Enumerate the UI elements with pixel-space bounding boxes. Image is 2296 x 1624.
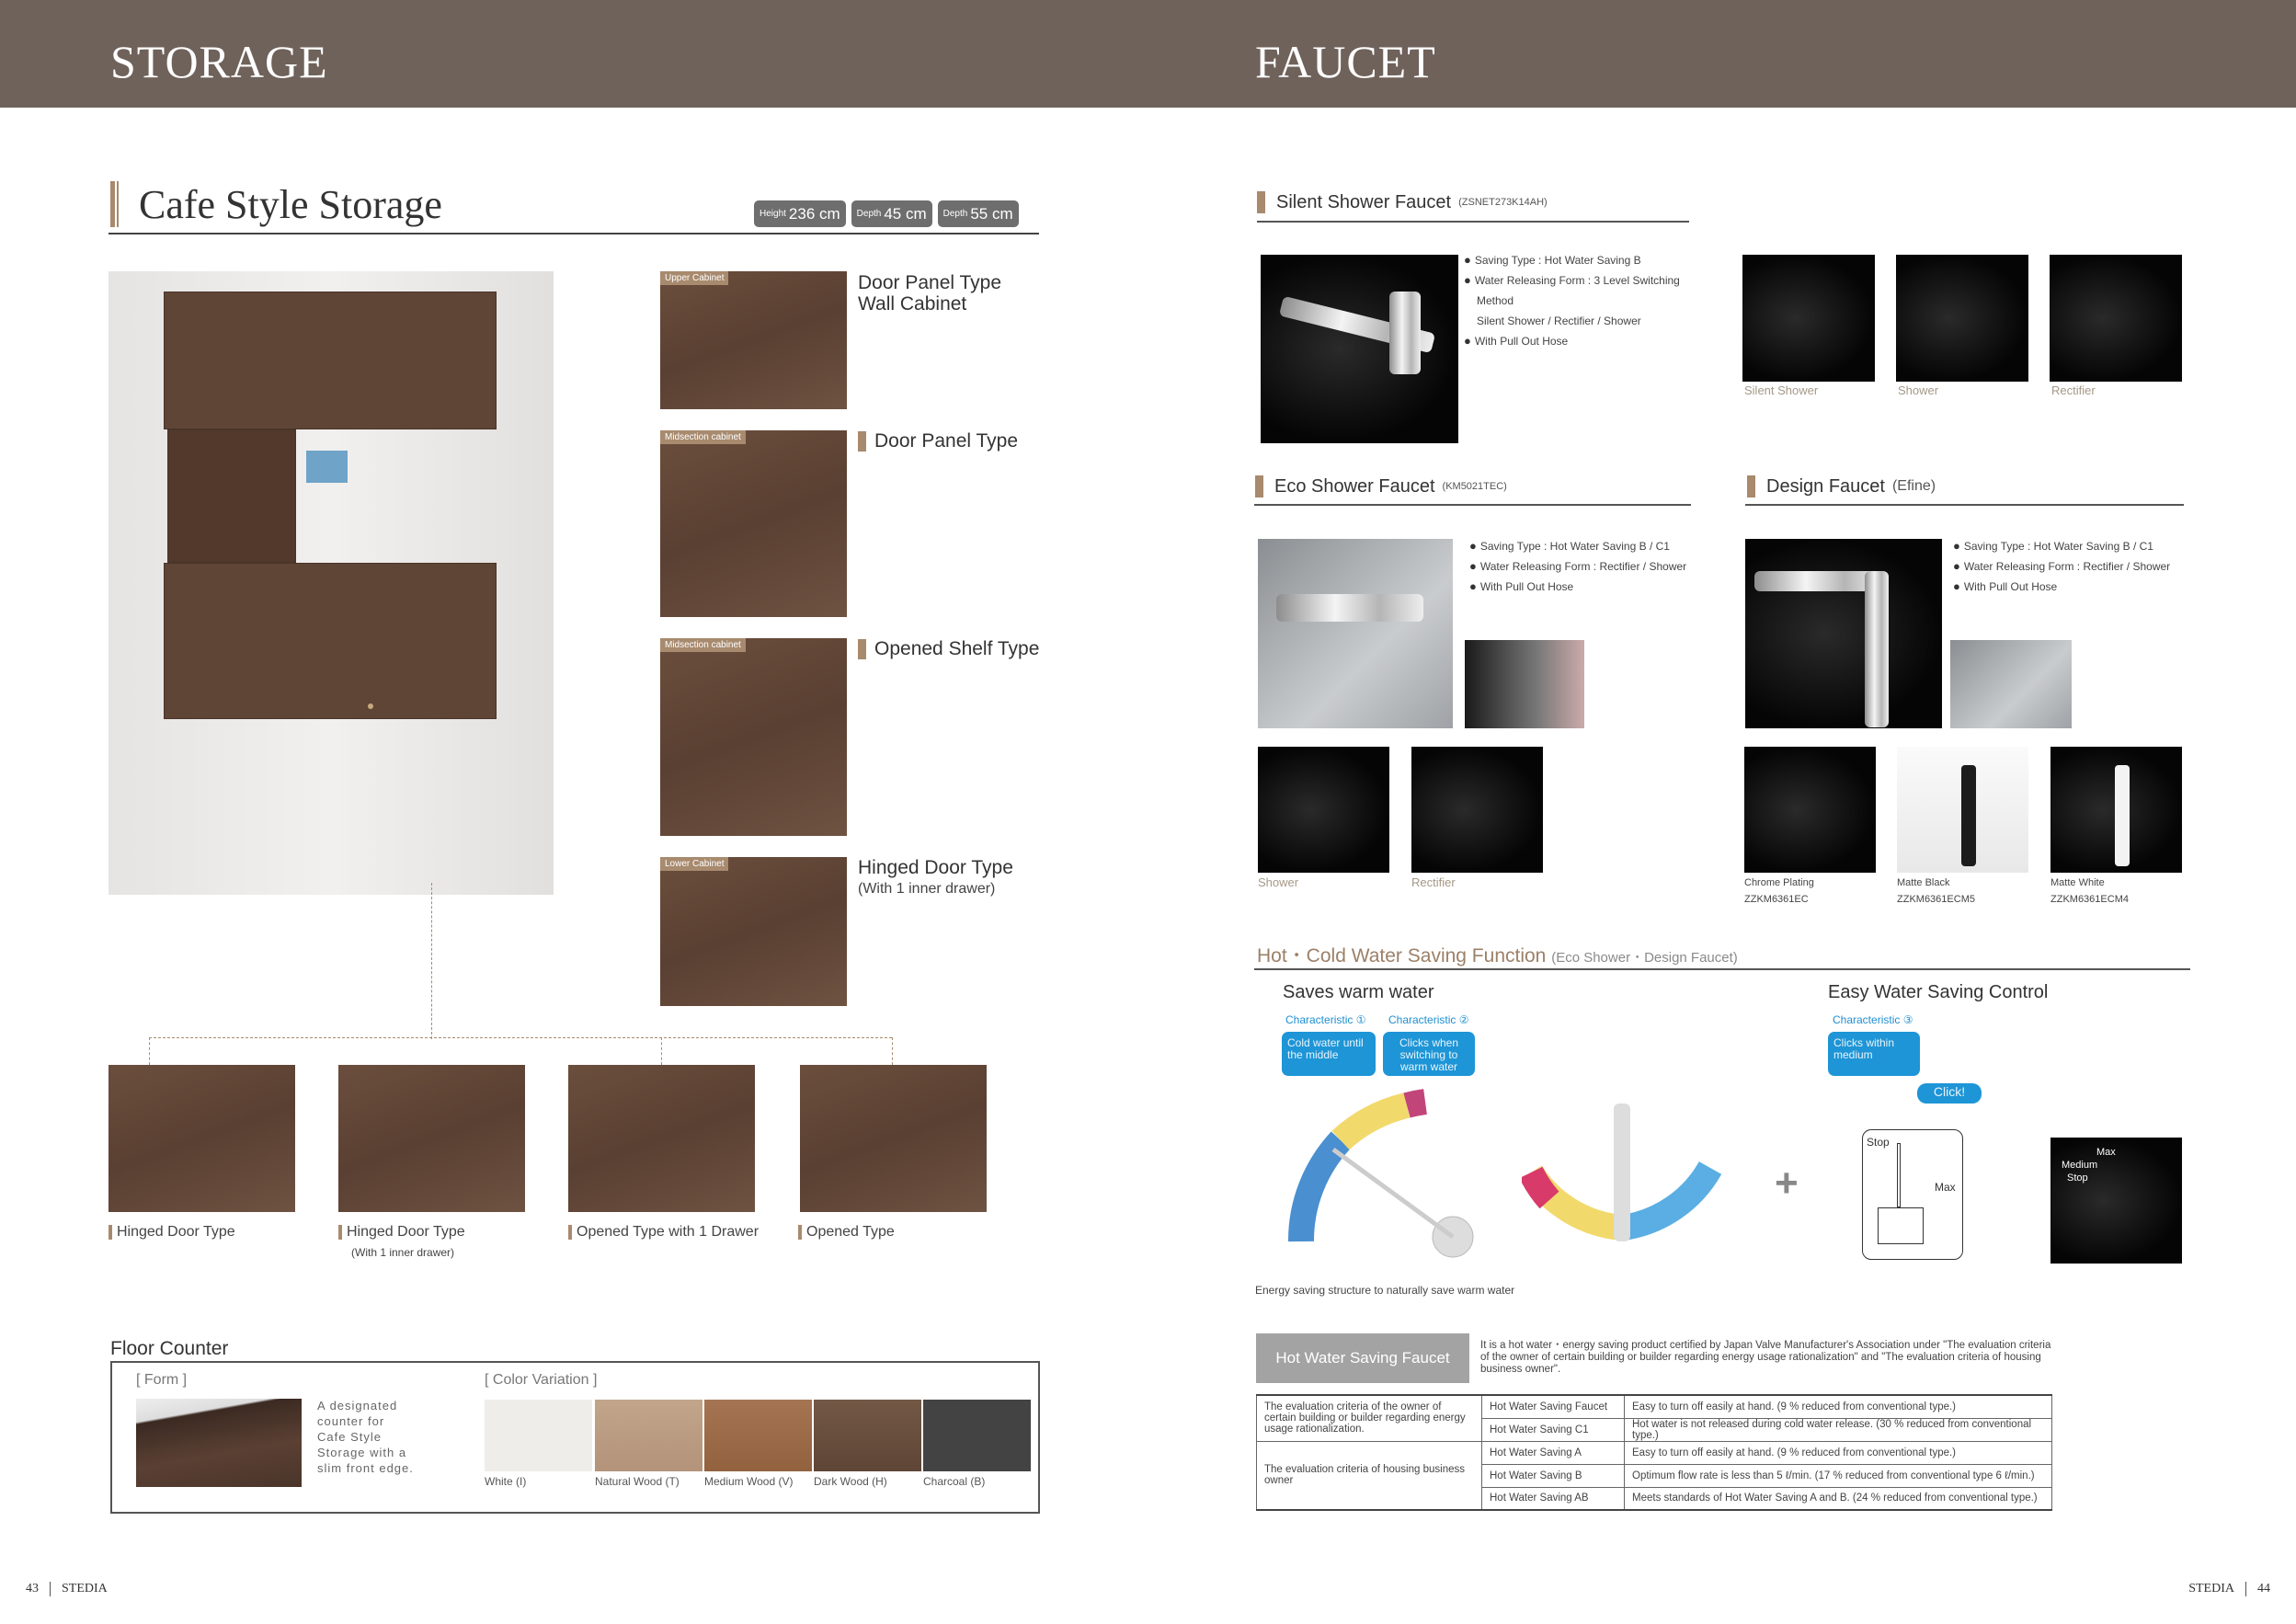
desc-cell: Optimum flow rate is less than 5 ℓ/min. (17 % reduced from conventional type 6 ℓ/min.): [1625, 1464, 2052, 1487]
variant-code: ZZKM6361EC: [1744, 894, 1809, 905]
footer-left: [26, 1582, 108, 1596]
desc-cell: Easy to turn off easily at hand. (9 % reduced from conventional type.): [1625, 1441, 2052, 1464]
lever-stop: [1897, 1143, 1901, 1207]
desc-cell: Easy to turn off easily at hand. (9 % reduced from conventional type.): [1625, 1395, 2052, 1418]
connector-line: [892, 1037, 893, 1065]
module-title-line2: Wall Cabinet: [858, 293, 967, 315]
badge-value: 45 cm: [884, 204, 927, 223]
feature-item: ● Saving Type : Hot Water Saving B / C1: [1469, 536, 1686, 556]
module-title: Opened Shelf Type: [874, 638, 1040, 659]
faucet-spout: [1754, 571, 1883, 591]
plus-icon: +: [1775, 1161, 1799, 1206]
design-faucet-heading: [1747, 475, 1936, 497]
connector-line: [149, 1037, 892, 1038]
module-title: Door Panel Type: [874, 430, 1019, 452]
option-label: [338, 1224, 465, 1241]
open-shelf: [167, 429, 296, 563]
depth-badge: [938, 200, 1019, 227]
design-faucet-photo: [1745, 539, 1942, 728]
swatch-label: Natural Wood (T): [595, 1475, 680, 1488]
footer-right: [2188, 1582, 2270, 1596]
module-title: Door Panel Type: [858, 272, 1002, 293]
feature-item: ● Saving Type : Hot Water Saving B: [1464, 250, 1680, 270]
energy-note: Energy saving structure to naturally save warm water: [1255, 1284, 1515, 1297]
max-label: Max: [1935, 1181, 1956, 1194]
midsection-open-shelf-photo: [660, 638, 847, 836]
eco-shower-photo: [1258, 539, 1453, 728]
opened-option-photo: [800, 1065, 987, 1212]
variant-caption: [1744, 875, 1814, 908]
variant-name: Matte Black: [1897, 877, 1950, 888]
badge-label: Depth: [856, 209, 882, 219]
rectifier-mode-photo: [2050, 255, 2182, 382]
footer-separator: [50, 1582, 51, 1596]
floor-counter-title: Floor Counter: [110, 1338, 229, 1359]
feature-item: ● Water Releasing Form : 3 Level Switching: [1464, 270, 1680, 291]
form-description: A designated counter for Cafe Style Storage with a slim front edge.: [317, 1399, 414, 1475]
brand-name: STEDIA: [2188, 1582, 2234, 1596]
module-title: Hinged Door Type: [858, 857, 1013, 878]
storage-section-title: STORAGE: [110, 36, 328, 87]
section-subtitle: (Eco Shower・Design Faucet): [1551, 950, 1738, 966]
photo-tag: Midsection cabinet: [660, 638, 746, 652]
feature-item: Method: [1477, 294, 1514, 307]
chrome-variant-photo: [1744, 747, 1876, 873]
callout-bubble: Clicks when switching to warm water: [1383, 1032, 1475, 1076]
swatch-label: Charcoal (B): [923, 1475, 986, 1488]
matte-white-variant-photo: [2050, 747, 2182, 873]
module-label: [858, 857, 1013, 899]
title-divider: [109, 233, 1039, 234]
section-divider: [1257, 221, 1689, 223]
cafe-storage-main-photo: [109, 271, 554, 895]
artwork: [306, 451, 348, 483]
type-cell: Hot Water Saving B: [1482, 1464, 1625, 1487]
module-label: [858, 430, 1018, 452]
saves-warm-water-heading: Saves warm water: [1283, 982, 1434, 1002]
feature-item: ● With Pull Out Hose: [1464, 331, 1680, 351]
feature-item: ● Water Releasing Form : Rectifier / Shower: [1953, 556, 2170, 577]
dimension-badges: [754, 200, 1019, 227]
table-row: [1257, 1395, 2052, 1418]
module-label: [858, 272, 1001, 315]
swatch-dark-wood: [814, 1400, 921, 1471]
desc-cell: Meets standards of Hot Water Saving A and B. (24 % reduced from conventional type.): [1625, 1487, 2052, 1510]
depth-badge: [851, 200, 932, 227]
variant-caption: [2050, 875, 2129, 908]
swatch-charcoal: [923, 1400, 1031, 1471]
feature-item: ● Saving Type : Hot Water Saving B / C1: [1953, 536, 2170, 556]
faucet-title: Silent Shower Faucet: [1276, 191, 1452, 212]
swatch-label: White (I): [485, 1475, 527, 1488]
table-row: [1257, 1441, 2052, 1464]
easy-control-heading: Easy Water Saving Control: [1828, 982, 2049, 1002]
connector-dot: [368, 703, 373, 709]
lever-arc-diagram: [1278, 1076, 1480, 1269]
callout-bubble: Cold water until the middle: [1282, 1032, 1376, 1076]
accent-bar: [110, 181, 115, 227]
callout-bubble: Clicks within medium: [1828, 1032, 1920, 1076]
opened-drawer-option-photo: [568, 1065, 755, 1212]
mode-caption: Rectifier: [2051, 383, 2096, 397]
lever-position-diagram: [1862, 1129, 1963, 1260]
form-heading: [ Form ]: [136, 1372, 188, 1388]
faucet-body: [1389, 292, 1421, 374]
silent-shower-features: [1464, 250, 1680, 351]
accent-bar: [1255, 475, 1263, 497]
badge-label: Height: [760, 209, 786, 219]
connector-line: [431, 883, 432, 1039]
badge-value: 236 cm: [788, 204, 840, 223]
module-label: [858, 638, 1039, 659]
brand-name: STEDIA: [62, 1582, 108, 1596]
faucet-section-title: FAUCET: [1255, 36, 1436, 87]
accent-bar: [117, 181, 119, 227]
eco-shower-heading: [1255, 475, 1507, 497]
stop-label: Stop: [2067, 1172, 2088, 1184]
faucet-body: [1961, 765, 1976, 866]
mode-caption: Shower: [1898, 383, 1939, 397]
mode-caption: Silent Shower: [1744, 383, 1819, 397]
lower-cabinet: [164, 563, 497, 719]
silent-shower-photo: [1261, 255, 1458, 443]
option-label-text: Opened Type: [806, 1224, 895, 1240]
matte-black-variant-photo: [1897, 747, 2028, 873]
feature-item: ● Water Releasing Form : Rectifier / Shower: [1469, 556, 1686, 577]
header-band: [0, 0, 2296, 108]
criteria-cell: The evaluation criteria of housing business owner: [1257, 1441, 1482, 1510]
hot-cold-heading: [1257, 941, 1738, 968]
variant-name: Chrome Plating: [1744, 877, 1814, 888]
faucet-arc-diagram: [1522, 1099, 1724, 1264]
certification-description: It is a hot water・energy saving product certified by Japan Valve Manufacturer's Association under "The evaluation criteria of the owner of certain building or builder regarding energy usage rationalization" and "The evaluation criteria of housing business owner".: [1480, 1340, 2051, 1375]
accent-bar: [568, 1225, 572, 1240]
lever-base: [1878, 1207, 1924, 1244]
photo-tag: Upper Cabinet: [660, 271, 728, 285]
type-cell: Hot Water Saving AB: [1482, 1487, 1625, 1510]
faucet-spout: [1276, 594, 1423, 622]
desc-cell: Hot water is not released during cold water release. (30 % reduced from conventional type.): [1625, 1418, 2052, 1441]
eco-shower-features: [1469, 536, 1686, 597]
module-subtitle: (With 1 inner drawer): [858, 881, 996, 897]
model-number: (ZSNET273K14AH): [1458, 197, 1548, 208]
accent-bar: [1257, 191, 1265, 213]
option-label: [798, 1224, 895, 1241]
feature-item: Silent Shower / Rectifier / Shower: [1477, 315, 1641, 327]
hinged-door-option-photo: [109, 1065, 295, 1212]
badge-value: 55 cm: [970, 204, 1013, 223]
option-label-text: Hinged Door Type: [117, 1224, 235, 1240]
option-sublabel: (With 1 inner drawer): [351, 1246, 455, 1259]
type-cell: Hot Water Saving C1: [1482, 1418, 1625, 1441]
floor-counter-photo: [136, 1399, 302, 1487]
variant-code: ZZKM6361ECM4: [2050, 894, 2129, 905]
faucet-title: Design Faucet: [1766, 475, 1885, 497]
eco-rectifier-mode-photo: [1411, 747, 1543, 873]
max-label: Max: [2096, 1147, 2116, 1158]
upper-cabinet: [164, 292, 497, 429]
badge-label: Depth: [942, 209, 968, 219]
connector-line: [661, 1037, 662, 1065]
faucet-body: [2115, 765, 2130, 866]
accent-bar: [798, 1225, 802, 1240]
swatch-label: Medium Wood (V): [704, 1475, 794, 1488]
option-label: [109, 1224, 235, 1241]
variant-code: ZZKM6361ECM5: [1897, 894, 1975, 905]
characteristic-label: Characteristic ③: [1833, 1013, 1913, 1026]
model-number: (Efine): [1891, 478, 1936, 494]
page-number: 44: [2257, 1582, 2270, 1596]
section-divider: [1254, 504, 1691, 506]
accent-bar: [858, 639, 866, 659]
faucet-body: [1865, 571, 1889, 727]
model-number: (KM5021TEC): [1442, 481, 1507, 492]
photo-tag: Midsection cabinet: [660, 430, 746, 444]
pull-out-hose-photo: [1465, 640, 1584, 728]
type-cell: Hot Water Saving Faucet: [1482, 1395, 1625, 1418]
accent-bar: [109, 1225, 112, 1240]
page-number: 43: [26, 1582, 39, 1596]
swatch-medium-wood: [704, 1400, 812, 1471]
accent-bar: [338, 1225, 342, 1240]
page-title: Cafe Style Storage: [139, 182, 442, 227]
accent-bar: [1747, 475, 1755, 497]
section-title: Hot・Cold Water Saving Function: [1257, 945, 1547, 966]
option-label-text: Hinged Door Type: [347, 1224, 465, 1240]
cafe-style-storage-heading: [110, 179, 442, 227]
height-badge: [754, 200, 846, 227]
silent-shower-heading: [1257, 191, 1548, 213]
evaluation-criteria-table: [1256, 1394, 2052, 1511]
design-faucet-features: [1953, 536, 2170, 597]
mode-caption: Shower: [1258, 875, 1299, 889]
mode-caption: Rectifier: [1411, 875, 1456, 889]
characteristic-label: Characteristic ②: [1388, 1013, 1469, 1026]
midsection-door-photo: [660, 430, 847, 617]
characteristic-label: Characteristic ①: [1285, 1013, 1366, 1026]
feature-item: ● With Pull Out Hose: [1953, 577, 2170, 597]
hinged-door-drawer-option-photo: [338, 1065, 525, 1212]
accent-bar: [858, 431, 866, 452]
option-label: [568, 1224, 759, 1241]
color-variation-heading: [ Color Variation ]: [485, 1372, 598, 1388]
section-divider: [1745, 504, 2184, 506]
swatch-white: [485, 1400, 592, 1471]
type-cell: Hot Water Saving A: [1482, 1441, 1625, 1464]
section-divider: [1254, 968, 2190, 970]
connector-line: [149, 1037, 150, 1065]
faucet-title: Eco Shower Faucet: [1274, 475, 1435, 497]
criteria-cell: The evaluation criteria of the owner of certain building or builder regarding energy usage rationalization.: [1257, 1395, 1482, 1441]
photo-tag: Lower Cabinet: [660, 857, 728, 871]
footer-separator: [2245, 1582, 2246, 1596]
medium-label: Medium: [2062, 1160, 2098, 1171]
pull-out-hose-photo: [1950, 640, 2072, 728]
swatch-natural-wood: [595, 1400, 703, 1471]
option-label-text: Opened Type with 1 Drawer: [577, 1224, 760, 1240]
variant-caption: [1897, 875, 1975, 908]
hot-water-saving-badge: Hot Water Saving Faucet: [1256, 1333, 1469, 1383]
silent-shower-mode-photo: [1742, 255, 1875, 382]
lower-cabinet-photo: [660, 857, 847, 1006]
upper-cabinet-photo: [660, 271, 847, 409]
shower-mode-photo: [1896, 255, 2028, 382]
swatch-label: Dark Wood (H): [814, 1475, 887, 1488]
stop-label: Stop: [1867, 1136, 1890, 1149]
variant-name: Matte White: [2050, 877, 2105, 888]
lever-positions-photo: [2050, 1138, 2182, 1264]
feature-item: ● With Pull Out Hose: [1469, 577, 1686, 597]
click-callout: Click!: [1917, 1083, 1982, 1104]
eco-shower-mode-photo: [1258, 747, 1389, 873]
